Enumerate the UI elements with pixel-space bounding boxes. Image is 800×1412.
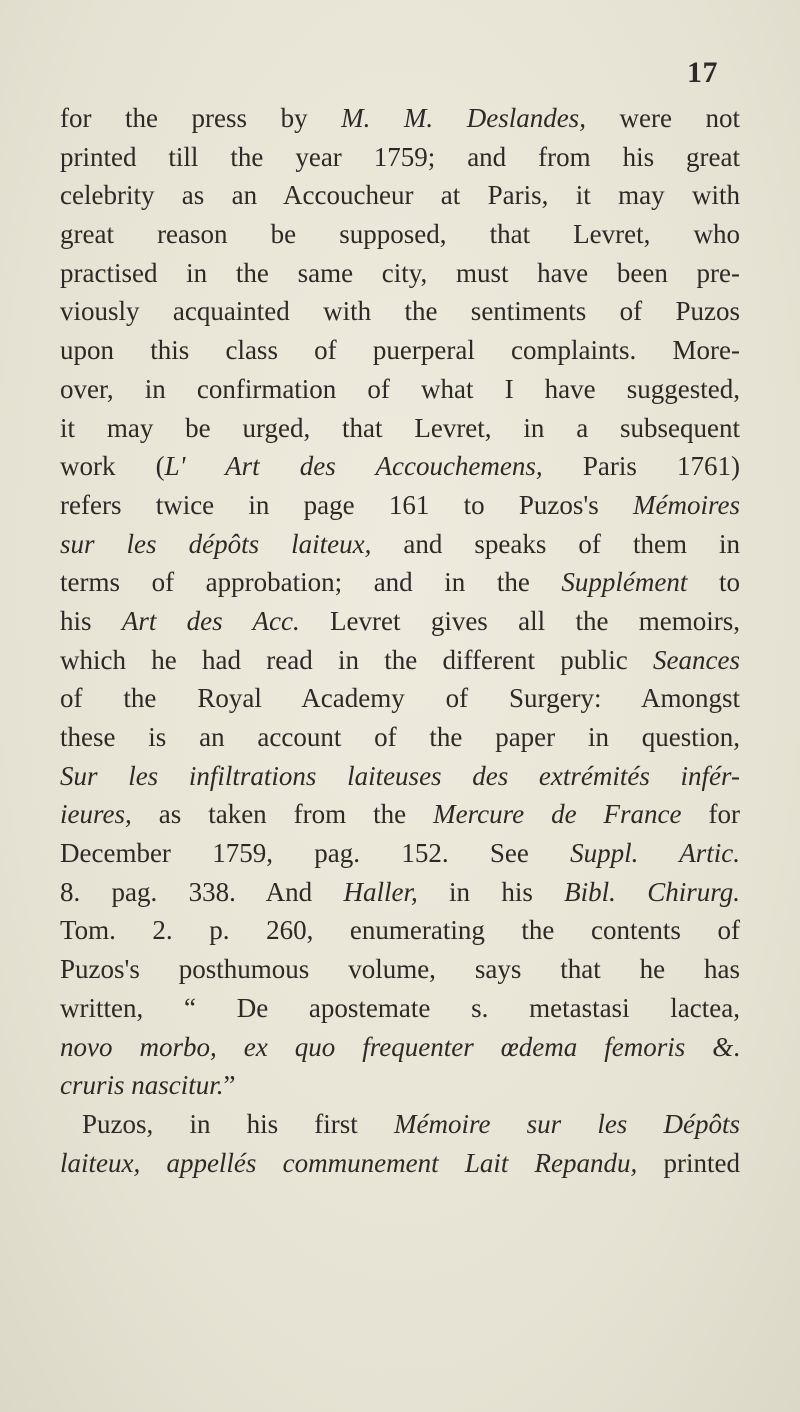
text-line (60, 1028, 740, 1067)
italic-text: Art des Acc. (121, 605, 300, 636)
text-segment: work ( (60, 451, 165, 482)
text-segment: terms of approbation; and in the (60, 567, 562, 598)
text-line (60, 370, 740, 409)
text-line (60, 641, 740, 680)
text-segment: December 1759, pag. 152. See (60, 838, 571, 869)
text-segment: Paris 1761) (542, 451, 740, 482)
page-number: 17 (687, 56, 718, 89)
text-line (60, 447, 740, 486)
italic-text: Supplément (561, 567, 688, 598)
text-segment: over, in confirmation of what I have suggested, (60, 373, 740, 404)
italic-text: Mémoires (633, 489, 740, 520)
text-segment: refers twice in page 161 to Puzos's (60, 489, 634, 520)
italic-text: Bibl. Chirurg. (564, 876, 740, 907)
text-segment: celebrity as an Accoucheur at Paris, it may with (60, 180, 740, 211)
italic-text: sur les dépôts laiteux, (60, 528, 372, 559)
text-line (60, 292, 740, 331)
text-line (60, 99, 740, 138)
italic-text: Mercure de France (433, 799, 682, 830)
italic-text: Mémoire sur les Dépôts (393, 1108, 740, 1139)
text-segment: 8. pag. 338. And (60, 876, 344, 907)
italic-text: laiteux, appellés communement Lait Repandu, (60, 1147, 638, 1178)
text-segment: and speaks of them in (371, 528, 740, 559)
italic-text: Sur les infiltrations laiteuses des extrémités infér- (60, 760, 740, 791)
body-text (60, 99, 740, 1182)
italic-text: cruris nascitur. (60, 1070, 224, 1101)
text-segment: which he had read in the different public (60, 644, 654, 675)
text-segment: were not (585, 103, 740, 133)
text-segment: written, “ De apostemate s. metastasi lactea, (60, 992, 740, 1023)
italic-text: ieures, (60, 799, 132, 830)
text-line (60, 1105, 740, 1144)
text-segment: of the Royal Academy of Surgery: Amongst (60, 683, 740, 714)
text-line (60, 409, 740, 448)
text-segment: these is an account of the paper in question, (60, 722, 740, 752)
text-line (60, 254, 740, 293)
text-line (60, 525, 740, 564)
text-segment: his (60, 605, 122, 636)
text-segment: Puzos, in his first (82, 1108, 394, 1139)
text-line (60, 1144, 740, 1183)
text-segment: to (687, 567, 740, 598)
text-line (60, 757, 740, 796)
text-line (60, 602, 740, 641)
text-line (60, 873, 740, 912)
text-segment: as taken from the (131, 799, 434, 830)
italic-text: L' Art des Accouchemens, (164, 451, 543, 482)
text-segment: for (681, 799, 740, 830)
text-segment: viously acquainted with the sentiments of Puzos (60, 296, 740, 327)
italic-text: Seances (653, 644, 740, 675)
text-segment: in his (417, 876, 565, 907)
text-segment: practised in the same city, must have been pre- (60, 257, 740, 288)
text-line (60, 989, 740, 1028)
text-line (60, 486, 740, 525)
text-line (60, 795, 740, 834)
text-segment: great reason be supposed, that Levret, who (60, 219, 740, 250)
italic-text: Suppl. Artic. (570, 838, 740, 869)
text-line (60, 834, 740, 873)
text-line (60, 138, 740, 177)
text-line (60, 950, 740, 989)
text-line (60, 331, 740, 370)
text-segment: upon this class of puerperal complaints. More- (60, 335, 740, 366)
text-segment: . (733, 1031, 740, 1062)
text-line (60, 215, 740, 254)
italic-text: novo morbo, ex quo frequenter œdema femoris & (60, 1031, 734, 1062)
text-line (60, 1066, 740, 1105)
text-segment: Tom. 2. p. 260, enumerating the contents of (60, 915, 740, 946)
text-segment: for the press by (60, 103, 342, 133)
text-segment: Puzos's posthumous volume, says that he has (60, 954, 740, 985)
text-segment: Levret gives all the memoirs, (299, 605, 741, 636)
text-line (60, 718, 740, 757)
text-segment: printed till the year 1759; and from his great (60, 141, 740, 172)
italic-text: Haller, (343, 876, 418, 907)
text-line (60, 911, 740, 950)
text-segment: printed (637, 1147, 740, 1178)
text-segment: it may be urged, that Levret, in a subsequent (60, 412, 740, 443)
text-line (60, 176, 740, 215)
text-segment: ” (223, 1070, 236, 1101)
text-line (60, 679, 740, 718)
text-line (60, 563, 740, 602)
italic-text: M. M. Deslandes, (341, 103, 586, 133)
